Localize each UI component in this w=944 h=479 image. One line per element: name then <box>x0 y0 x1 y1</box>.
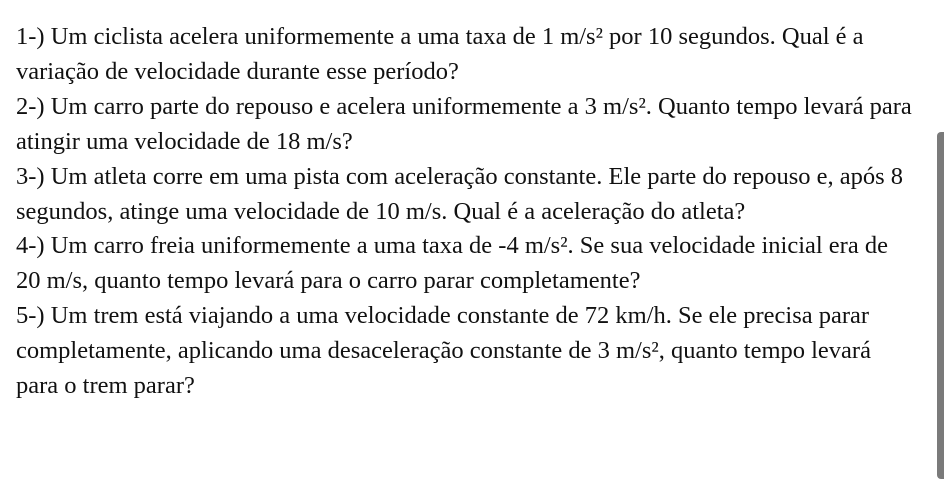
question-list <box>16 20 916 404</box>
question-2: 2-) Um carro parte do repouso e acelera uniformemente a 3 m/s². Quanto tempo levará para atingir uma velocidade de 18 m/s? <box>16 92 912 155</box>
question-5: 5-) Um trem está viajando a uma velocidade constante de 72 km/h. Se ele precisa parar completamente, aplicando uma desaceleração constante de 3 m/s², quanto tempo levará para o trem parar? <box>16 302 871 400</box>
question-3: 3-) Um atleta corre em uma pista com aceleração constante. Ele parte do repouso e, após 8 segundos, atinge uma velocidade de 10 m/s. Qual é a aceleração do atleta? <box>16 162 904 225</box>
question-1: 1-) Um ciclista acelera uniformemente a uma taxa de 1 m/s² por 10 segundos. Qual é a variação de velocidade durante esse período? <box>16 23 864 85</box>
question-4: 4-) Um carro freia uniformemente a uma taxa de -4 m/s². Se sua velocidade inicial era de 20 m/s, quanto tempo levará para o carro parar completamente? <box>16 232 888 295</box>
vertical-scrollbar[interactable] <box>937 132 944 479</box>
